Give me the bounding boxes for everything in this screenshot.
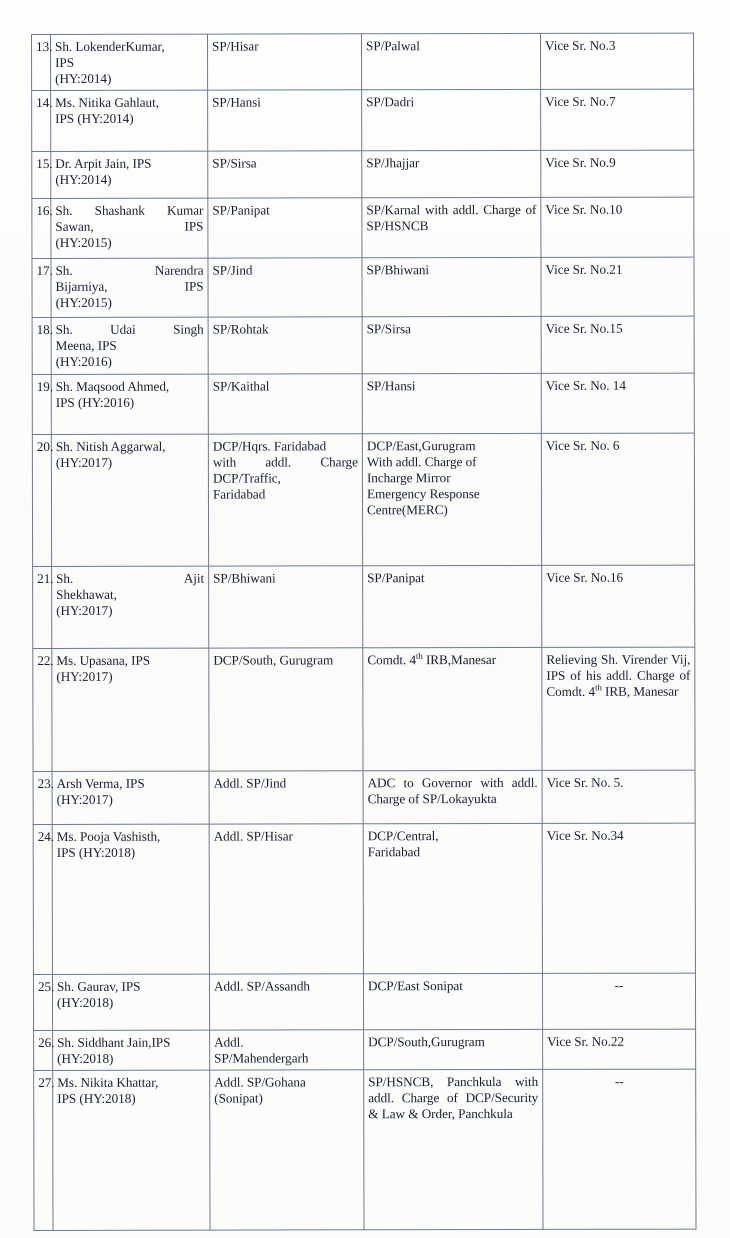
cell-present-posting (208, 433, 362, 565)
cell-posting-on-transfer (363, 647, 542, 770)
cell-posting-on-transfer: DCP/East Sonipat (363, 973, 542, 1029)
posting-line: DCP/East,Gurugram (366, 437, 476, 453)
table-row (33, 973, 695, 1030)
cell-officer-name (51, 90, 208, 151)
table-row (34, 1069, 696, 1230)
cell-sr-no: 20. (32, 434, 51, 566)
posting-line: SP/Mahendergarh (214, 1050, 309, 1066)
name-line: (HY:2016) (55, 354, 112, 370)
cell-sr-no: 14. (32, 91, 51, 152)
cell-sr-no: 19. (32, 374, 51, 434)
name-line: (HY:2017) (56, 602, 113, 618)
posting-line: Faridabad (367, 843, 421, 859)
cell-remarks: Vice Sr. No.22 (543, 1029, 696, 1070)
cell-present-posting: Addl. SP/Hisar (209, 823, 363, 973)
table-row (32, 89, 694, 151)
cell-remarks: Vice Sr. No.9 (541, 150, 694, 197)
name-line: IPS (HY:2016) (55, 394, 135, 410)
name-line: (HY:2014) (55, 172, 112, 188)
cell-sr-no: 15. (32, 152, 51, 199)
posting-line: DCP/Traffic, (212, 470, 281, 486)
cell-officer-name (51, 34, 208, 91)
cell-posting-on-transfer: SP/Bhiwani (362, 258, 541, 317)
name-line: Sh. Siddhant Jain,IPS (57, 1034, 171, 1050)
cell-remarks: Vice Sr. No.16 (542, 565, 695, 647)
name-line: Sh. LokenderKumar, (55, 38, 165, 54)
cell-officer-name (51, 317, 208, 374)
table-row (33, 647, 695, 771)
transfer-order-table (31, 33, 697, 1231)
cell-remarks: Vice Sr. No.15 (541, 316, 694, 373)
name-line: Sawan, IPS (55, 219, 204, 235)
cell-officer-name (52, 771, 209, 824)
cell-present-posting: SP/Rohtak (208, 317, 362, 374)
cell-present-posting: SP/Hisar (208, 34, 362, 91)
cell-officer-name (52, 824, 209, 974)
name-line: Sh. Nitish Aggarwal, (55, 438, 166, 454)
posting-line: DCP/Central, (367, 827, 439, 843)
transfer-order-table-container (31, 33, 695, 1226)
cell-posting-on-transfer: SP/Karnal with addl. Charge of SP/HSNCB (362, 198, 541, 258)
table-row (32, 150, 694, 198)
name-line: IPS (HY:2018) (56, 844, 136, 860)
cell-present-posting: SP/Jind (208, 258, 362, 317)
cell-remarks: Vice Sr. No.3 (540, 33, 693, 90)
cell-present-posting: SP/Bhiwani (209, 565, 363, 647)
cell-posting-on-transfer: SP/HSNCB, Panchkula with addl. Charge of DCP/Security & Law & Order, Panchkula (364, 1069, 543, 1229)
name-line: IPS (HY:2014) (55, 111, 134, 127)
posting-line: Centre(MERC) (366, 502, 448, 518)
cell-officer-name (53, 1070, 210, 1230)
cell-posting-on-transfer: DCP/South,Gurugram (364, 1029, 543, 1070)
cell-present-posting: SP/Panipat (208, 198, 362, 258)
cell-posting-on-transfer: SP/Panipat (363, 565, 542, 647)
cell-remarks: Vice Sr. No. 14 (541, 373, 694, 433)
cell-officer-name (51, 374, 208, 434)
table-row (32, 373, 694, 434)
table-row (32, 257, 694, 317)
table-row (34, 1029, 696, 1071)
posting-line: Emergency Response (366, 485, 480, 502)
table-row (33, 565, 695, 648)
cell-posting-on-transfer: SP/Palwal (362, 33, 541, 90)
cell-present-posting: Addl. SP/Assandh (209, 973, 363, 1029)
cell-remarks: Vice Sr. No.7 (541, 89, 694, 150)
cell-posting-on-transfer (363, 823, 542, 973)
cell-posting-on-transfer: SP/Dadri (362, 90, 541, 151)
cell-officer-name (51, 434, 208, 566)
posting-line: Incharge Mirror (366, 469, 451, 486)
posting-line: With addl. Charge of (366, 453, 477, 469)
name-line: Ms. Nitika Gahlaut, (55, 95, 159, 111)
name-line: Ms. Nikita Khattar, (57, 1074, 159, 1090)
cell-posting-on-transfer: ADC to Governor with addl. Charge of SP/Lokayukta (363, 770, 542, 823)
name-line: (HY:2018) (57, 994, 114, 1010)
name-line: (HY:2017) (56, 791, 113, 807)
cell-sr-no: 18. (32, 318, 51, 374)
cell-remarks (542, 647, 695, 770)
remarks-text-post: IRB, Manesar (601, 683, 679, 699)
name-line: (HY:2015) (55, 295, 112, 311)
cell-remarks: Vice Sr. No.34 (542, 823, 695, 973)
name-line: Ms. Upasana, IPS (56, 652, 151, 668)
name-line: IPS (55, 55, 74, 71)
posting-line: (Sonipat) (214, 1090, 263, 1106)
cell-officer-name (52, 648, 209, 771)
cell-officer-name (51, 151, 208, 198)
cell-remarks: Vice Sr. No. 6 (541, 433, 694, 565)
cell-remarks: -- (542, 973, 695, 1029)
name-line: (HY:2017) (56, 668, 113, 684)
name-line: (HY:2017) (55, 454, 113, 470)
cell-posting-on-transfer: SP/Jhajjar (362, 151, 541, 198)
posting-text-post: IRB,Manesar (422, 651, 497, 667)
cell-officer-name (52, 974, 209, 1030)
cell-sr-no: 25. (33, 974, 52, 1030)
name-line: Sh. Maqsood Ahmed, (55, 378, 170, 394)
name-line: Sh. Ajit (56, 570, 205, 586)
cell-sr-no: 21. (33, 566, 52, 648)
cell-sr-no: 24. (33, 824, 52, 974)
name-line: (HY:2014) (55, 71, 112, 87)
cell-sr-no: 13. (32, 34, 51, 90)
table-row (33, 823, 695, 974)
table-row (33, 770, 695, 824)
cell-present-posting: SP/Kaithal (208, 373, 362, 433)
table-row (32, 316, 694, 374)
table-row (32, 33, 694, 91)
posting-line: with addl. Charge (212, 453, 358, 470)
cell-sr-no: 23. (33, 771, 52, 824)
cell-sr-no: 26. (34, 1030, 53, 1070)
posting-line: Addl. (214, 1034, 244, 1050)
name-line: Sh. Shashank Kumar (55, 202, 204, 219)
name-line: Ms. Pooja Vashisth, (56, 828, 161, 844)
name-line: Dr. Arpit Jain, IPS (55, 156, 152, 172)
cell-officer-name (52, 566, 209, 648)
cell-remarks: Vice Sr. No. 5. (542, 770, 695, 823)
cell-officer-name (51, 198, 208, 258)
table-row (32, 197, 694, 258)
name-line: Bijarniya, IPS (55, 279, 204, 295)
cell-sr-no: 16. (32, 199, 51, 259)
cell-present-posting: Addl. SP/Jind (209, 770, 363, 823)
cell-sr-no: 27. (34, 1070, 53, 1230)
cell-sr-no: 17. (32, 259, 51, 318)
posting-line: DCP/Hqrs. Faridabad (212, 437, 327, 454)
ordinal-suffix: th (415, 650, 423, 661)
cell-present-posting (210, 1070, 364, 1230)
cell-posting-on-transfer: SP/Hansi (362, 373, 541, 433)
cell-present-posting: DCP/South, Gurugram (209, 647, 363, 770)
cell-remarks: Vice Sr. No.21 (541, 257, 694, 316)
name-line: Sh. Gaurav, IPS (56, 978, 141, 994)
name-line: Sh. Udai Singh (55, 321, 204, 338)
posting-line: Faridabad (212, 486, 266, 502)
cell-remarks: Vice Sr. No.10 (541, 197, 694, 257)
name-line: Arsh Verma, IPS (56, 775, 145, 791)
name-line: (HY:2018) (57, 1050, 114, 1066)
name-line: (HY:2015) (55, 235, 112, 251)
name-line: Sh. Narendra (55, 262, 204, 279)
name-line: IPS (HY:2018) (57, 1090, 136, 1106)
cell-posting-on-transfer: SP/Sirsa (362, 317, 541, 374)
remarks-text-pre: Relieving Sh. Virender Vij, IPS of his addl. Charge of Comdt. 4 (546, 651, 691, 699)
posting-text-pre: Comdt. 4 (367, 651, 417, 667)
ordinal-suffix: th (595, 682, 602, 693)
posting-line: Addl. SP/Gohana (214, 1074, 306, 1090)
name-line: Shekhawat, (56, 586, 117, 602)
cell-sr-no: 22. (33, 648, 52, 771)
cell-present-posting: SP/Sirsa (208, 151, 362, 198)
cell-present-posting (210, 1029, 364, 1070)
cell-officer-name (51, 258, 208, 317)
name-line: Meena, IPS (55, 338, 117, 354)
cell-remarks: -- (543, 1069, 696, 1229)
table-row (32, 433, 694, 566)
cell-officer-name (53, 1030, 210, 1071)
cell-present-posting: SP/Hansi (208, 90, 362, 151)
cell-posting-on-transfer (362, 433, 541, 565)
